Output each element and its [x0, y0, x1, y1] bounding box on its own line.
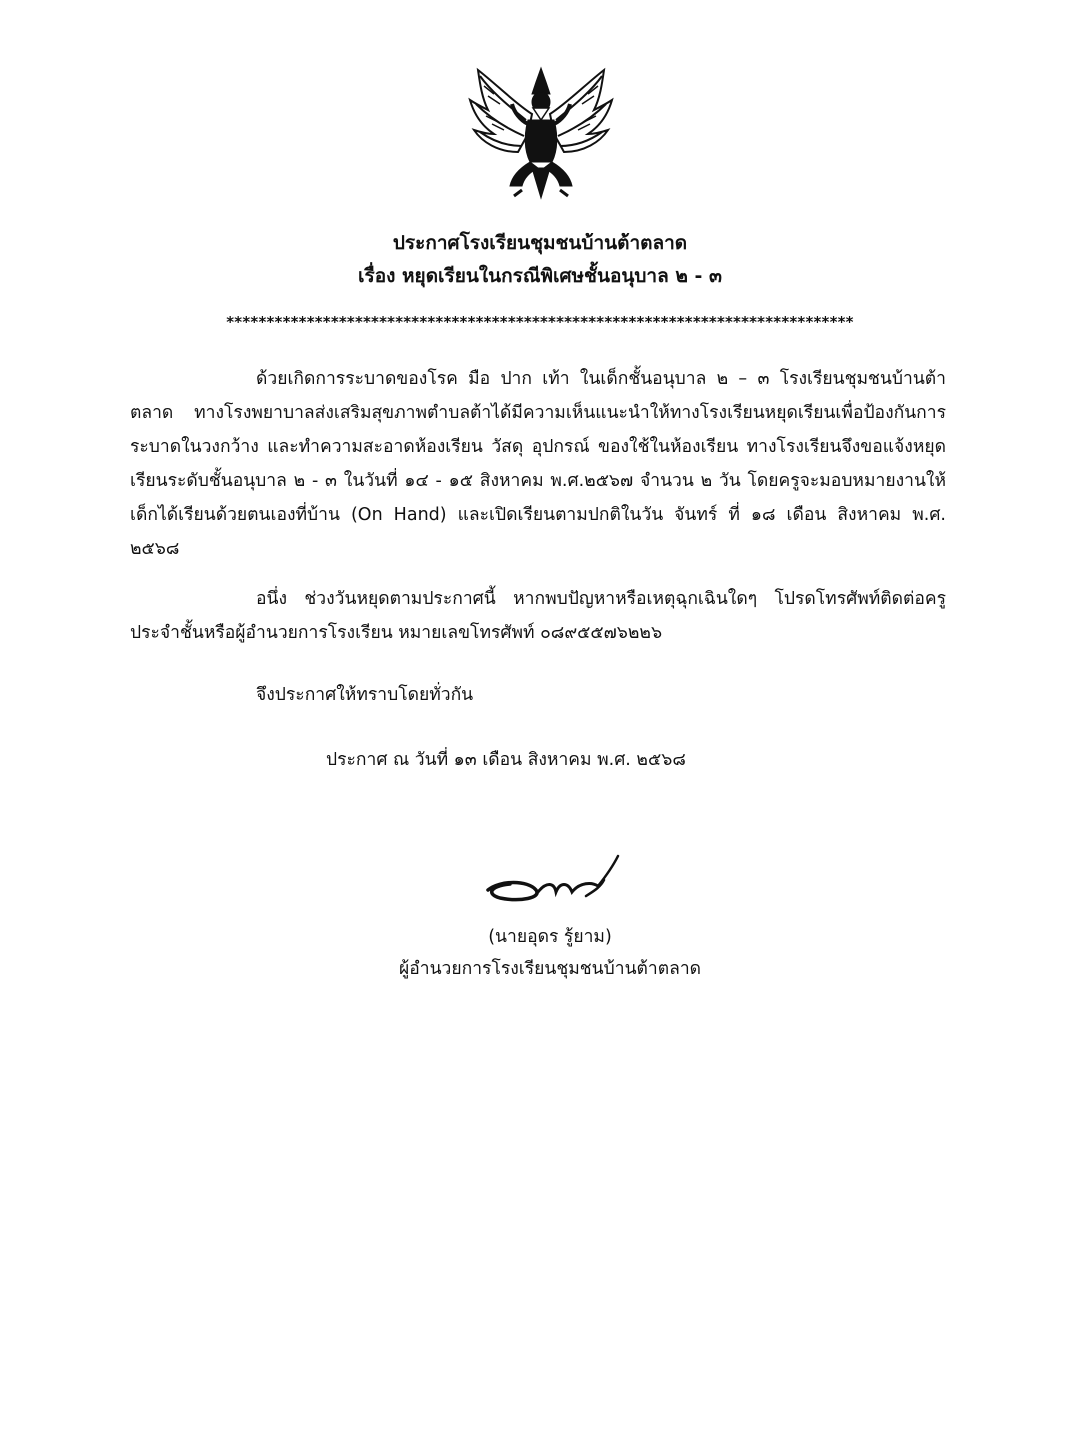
announcement-date: ประกาศ ณ วันที่ ๑๓ เดือน สิงหาคม พ.ศ. ๒๕๖๘ [326, 750, 686, 770]
body-paragraph-2: อนึ่ง ช่วงวันหยุดตามประกาศนี้ หากพบปัญหาหรือเหตุฉุกเฉินใดๆ โปรดโทรศัพท์ติดต่อครูประจำชั้นหรือผู้อำนวยการโรงเรียน หมายเลขโทรศัพท์ ๐๘๙๕๕๗๖๒๒๖ [130, 589, 946, 643]
body-paragraph-3: จึงประกาศให้ทราบโดยทั่วกัน [256, 685, 474, 705]
signer-position: ผู้อำนวยการโรงเรียนชุมชนบ้านต้าตลาด [398, 959, 702, 979]
signer-name: (นายอุดร รู้ยาม) [488, 927, 612, 947]
announcement-title: ประกาศโรงเรียนชุมชนบ้านต้าตลาด [392, 232, 688, 254]
separator-line: ****************************************************************************** [226, 313, 854, 331]
handwritten-signature-icon [480, 852, 630, 912]
garuda-emblem-icon [466, 64, 616, 204]
body-paragraph-1: ด้วยเกิดการระบาดของโรค มือ ปาก เท้า ในเด็กชั้นอนุบาล ๒ – ๓ โรงเรียนชุมชนบ้านต้าตลาด ทางโรงพยาบาลส่งเสริมสุขภาพตำบลต้าได้มีความเห็นแนะนำให้ทางโรงเรียนหยุดเรียนเพื่อป้องกันการระบาดในวงกว้าง และทำความสะอาดห้องเรียน วัสดุ อุปกรณ์ ของใช้ในห้องเรียน ทางโรงเรียนจึงขอแจ้งหยุดเรียนระดับชั้นอนุบาล ๒ - ๓ ในวันที่ ๑๔ - ๑๕ สิงหาคม พ.ศ.๒๕๖๗ จำนวน ๒ วัน โดยครูจะมอบหมายงานให้เด็กได้เรียนด้วยตนเองที่บ้าน (On Hand) และเปิดเรียนตามปกติในวัน จันทร์ ที่ ๑๘ เดือน สิงหาคม พ.ศ. ๒๕๖๘ [130, 369, 946, 559]
announcement-subject: เรื่อง หยุดเรียนในกรณีพิเศษชั้นอนุบาล ๒ - ๓ [358, 265, 722, 287]
